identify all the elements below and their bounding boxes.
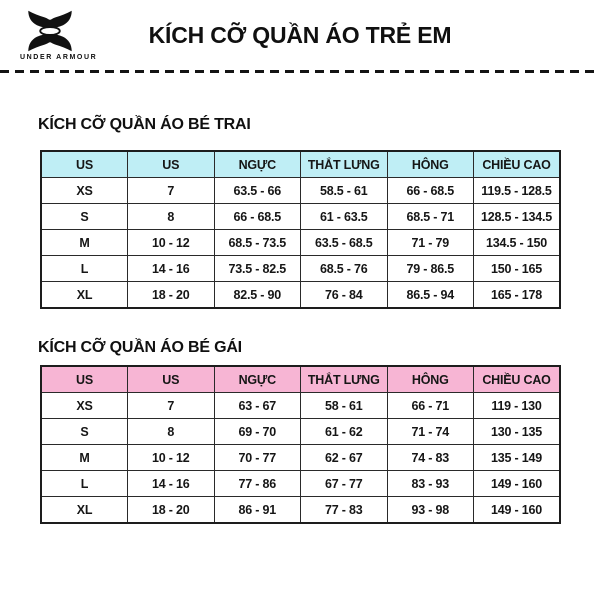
table-cell: 119.5 - 128.5 — [474, 178, 561, 204]
table-header-cell: US — [41, 151, 128, 178]
table-header-cell: US — [41, 366, 128, 393]
table-cell: 82.5 - 90 — [214, 282, 301, 309]
table-cell: 68.5 - 76 — [301, 256, 388, 282]
table-cell: 77 - 83 — [301, 497, 388, 524]
table-cell: M — [41, 230, 128, 256]
table-header-cell: CHIỀU CAO — [474, 151, 561, 178]
table-cell: 74 - 83 — [387, 445, 474, 471]
table-cell: 66 - 71 — [387, 393, 474, 419]
table-cell: 86 - 91 — [214, 497, 301, 524]
table-header-cell: US — [128, 151, 215, 178]
table-cell: 93 - 98 — [387, 497, 474, 524]
table-cell: 63.5 - 66 — [214, 178, 301, 204]
table-cell: 8 — [128, 419, 215, 445]
table-cell: 128.5 - 134.5 — [474, 204, 561, 230]
table-header-cell: NGỰC — [214, 366, 301, 393]
table-cell: 79 - 86.5 — [387, 256, 474, 282]
table-row — [41, 204, 560, 230]
table-cell: L — [41, 471, 128, 497]
table-header-cell: CHIỀU CAO — [474, 366, 561, 393]
table-row — [41, 497, 560, 524]
table-cell: 58.5 - 61 — [301, 178, 388, 204]
girls-section-heading: KÍCH CỠ QUẦN ÁO BÉ GÁI — [38, 339, 242, 356]
table-cell: 135 - 149 — [474, 445, 561, 471]
table-cell: 62 - 67 — [301, 445, 388, 471]
table-cell: XS — [41, 393, 128, 419]
table-cell: XS — [41, 178, 128, 204]
girls-table-head — [41, 366, 560, 393]
table-cell: 71 - 74 — [387, 419, 474, 445]
table-cell: 68.5 - 71 — [387, 204, 474, 230]
table-cell: 130 - 135 — [474, 419, 561, 445]
table-cell: 149 - 160 — [474, 471, 561, 497]
table-cell: XL — [41, 282, 128, 309]
table-cell: 76 - 84 — [301, 282, 388, 309]
table-cell: 63 - 67 — [214, 393, 301, 419]
table-cell: 83 - 93 — [387, 471, 474, 497]
table-cell: 14 - 16 — [128, 471, 215, 497]
table-cell: S — [41, 204, 128, 230]
table-row — [41, 230, 560, 256]
table-cell: 70 - 77 — [214, 445, 301, 471]
table-cell: 18 - 20 — [128, 282, 215, 309]
boys-table-head — [41, 151, 560, 178]
table-header-row — [41, 366, 560, 393]
table-cell: 86.5 - 94 — [387, 282, 474, 309]
table-cell: 69 - 70 — [214, 419, 301, 445]
table-cell: 10 - 12 — [128, 445, 215, 471]
girls-table-body — [41, 393, 560, 524]
table-header-cell: HÔNG — [387, 151, 474, 178]
table-row — [41, 419, 560, 445]
table-cell: 73.5 - 82.5 — [214, 256, 301, 282]
table-header-cell: US — [128, 366, 215, 393]
boys-size-table — [40, 150, 561, 309]
table-row — [41, 178, 560, 204]
table-cell: 7 — [128, 393, 215, 419]
table-cell: S — [41, 419, 128, 445]
table-cell: 150 - 165 — [474, 256, 561, 282]
table-cell: 63.5 - 68.5 — [301, 230, 388, 256]
table-row — [41, 256, 560, 282]
table-cell: 134.5 - 150 — [474, 230, 561, 256]
table-cell: 58 - 61 — [301, 393, 388, 419]
table-row — [41, 282, 560, 309]
table-cell: 77 - 86 — [214, 471, 301, 497]
girls-size-table — [40, 365, 561, 524]
table-cell: 14 - 16 — [128, 256, 215, 282]
page-title: KÍCH CỠ QUẦN ÁO TRẺ EM — [148, 22, 452, 48]
table-cell: XL — [41, 497, 128, 524]
table-header-row — [41, 151, 560, 178]
table-header-cell: NGỰC — [214, 151, 301, 178]
table-cell: 61 - 62 — [301, 419, 388, 445]
table-row — [41, 471, 560, 497]
table-cell: 68.5 - 73.5 — [214, 230, 301, 256]
table-cell: 71 - 79 — [387, 230, 474, 256]
table-row — [41, 445, 560, 471]
table-cell: 119 - 130 — [474, 393, 561, 419]
table-header-cell: THẮT LƯNG — [301, 366, 388, 393]
table-cell: 8 — [128, 204, 215, 230]
brand-wordmark: UNDER ARMOUR — [20, 54, 98, 61]
boys-table-body — [41, 178, 560, 309]
table-cell: 61 - 63.5 — [301, 204, 388, 230]
table-header-cell: HÔNG — [387, 366, 474, 393]
table-cell: 7 — [128, 178, 215, 204]
table-cell: 67 - 77 — [301, 471, 388, 497]
table-cell: M — [41, 445, 128, 471]
boys-section-heading: KÍCH CỠ QUẦN ÁO BÉ TRAI — [38, 116, 251, 133]
table-cell: 10 - 12 — [128, 230, 215, 256]
table-cell: 149 - 160 — [474, 497, 561, 524]
table-cell: 66 - 68.5 — [387, 178, 474, 204]
table-header-cell: THẮT LƯNG — [301, 151, 388, 178]
table-cell: 66 - 68.5 — [214, 204, 301, 230]
table-cell: L — [41, 256, 128, 282]
dashed-divider — [0, 70, 600, 73]
table-cell: 18 - 20 — [128, 497, 215, 524]
table-row — [41, 393, 560, 419]
table-cell: 165 - 178 — [474, 282, 561, 309]
